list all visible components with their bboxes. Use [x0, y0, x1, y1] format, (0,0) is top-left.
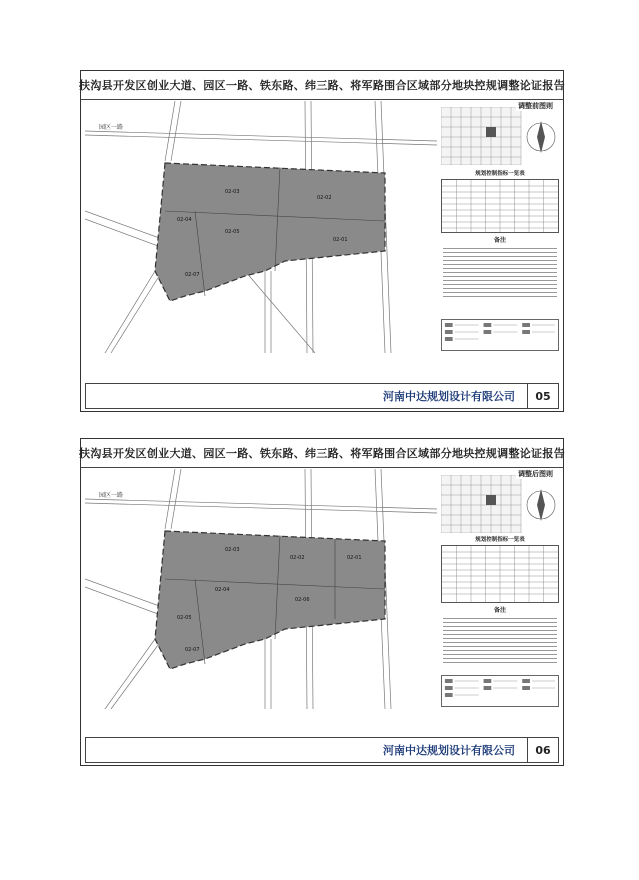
svg-text:02-01: 02-01	[347, 555, 362, 561]
sheet-title: 扶沟县开发区创业大道、园区一路、铁东路、纬三路、将军路围合区域部分地块控规调整论证报告	[81, 439, 563, 468]
svg-text:02-06: 02-06	[295, 597, 310, 603]
side-title: 调整后图则	[518, 470, 553, 478]
notes-title: 备注	[493, 237, 506, 244]
zoning-map-drawing	[85, 469, 437, 709]
indicator-table	[441, 179, 559, 233]
svg-text:02-02: 02-02	[317, 195, 332, 201]
svg-text:02-03: 02-03	[225, 189, 240, 195]
svg-text:02-04: 02-04	[177, 217, 192, 223]
svg-text:02-07: 02-07	[185, 647, 200, 653]
svg-text:02-07: 02-07	[185, 272, 200, 278]
notes-lines	[443, 245, 557, 300]
side-panel	[441, 101, 559, 353]
svg-text:02-05: 02-05	[177, 615, 192, 621]
zoning-map	[85, 469, 437, 709]
svg-text:02-04: 02-04	[215, 587, 230, 593]
notes-title: 备注	[493, 607, 506, 614]
location-minimap	[441, 475, 561, 533]
sheet-title: 扶沟县开发区创业大道、园区一路、铁东路、纬三路、将军路围合区域部分地块控规调整论证报告	[81, 71, 563, 100]
svg-text:02-03: 02-03	[225, 547, 240, 553]
zoning-map-drawing	[85, 101, 437, 353]
legend-box	[441, 675, 559, 707]
page-number: 05	[527, 384, 558, 408]
zoning-map	[85, 101, 437, 353]
table-title: 规划控制指标一览表	[475, 537, 525, 543]
road-label: 园区一路	[99, 124, 124, 131]
plan-sheet-before	[80, 70, 564, 412]
side-panel	[441, 469, 559, 709]
road-label: 园区一路	[99, 492, 124, 499]
table-title: 规划控制指标一览表	[475, 171, 525, 177]
side-title: 调整前图则	[518, 102, 553, 110]
sheet-footer	[85, 737, 559, 763]
svg-text:02-01: 02-01	[333, 237, 348, 243]
legend-box	[441, 319, 559, 351]
svg-text:02-02: 02-02	[290, 555, 305, 561]
page-number: 06	[527, 738, 558, 762]
plan-sheet-after	[80, 438, 564, 766]
company-name: 河南中达规划设计有限公司	[383, 390, 515, 403]
sheet-footer	[85, 383, 559, 409]
indicator-table	[441, 545, 559, 603]
company-name: 河南中达规划设计有限公司	[383, 744, 515, 757]
notes-lines	[443, 615, 557, 666]
svg-text:02-05: 02-05	[225, 229, 240, 235]
location-minimap	[441, 107, 561, 165]
